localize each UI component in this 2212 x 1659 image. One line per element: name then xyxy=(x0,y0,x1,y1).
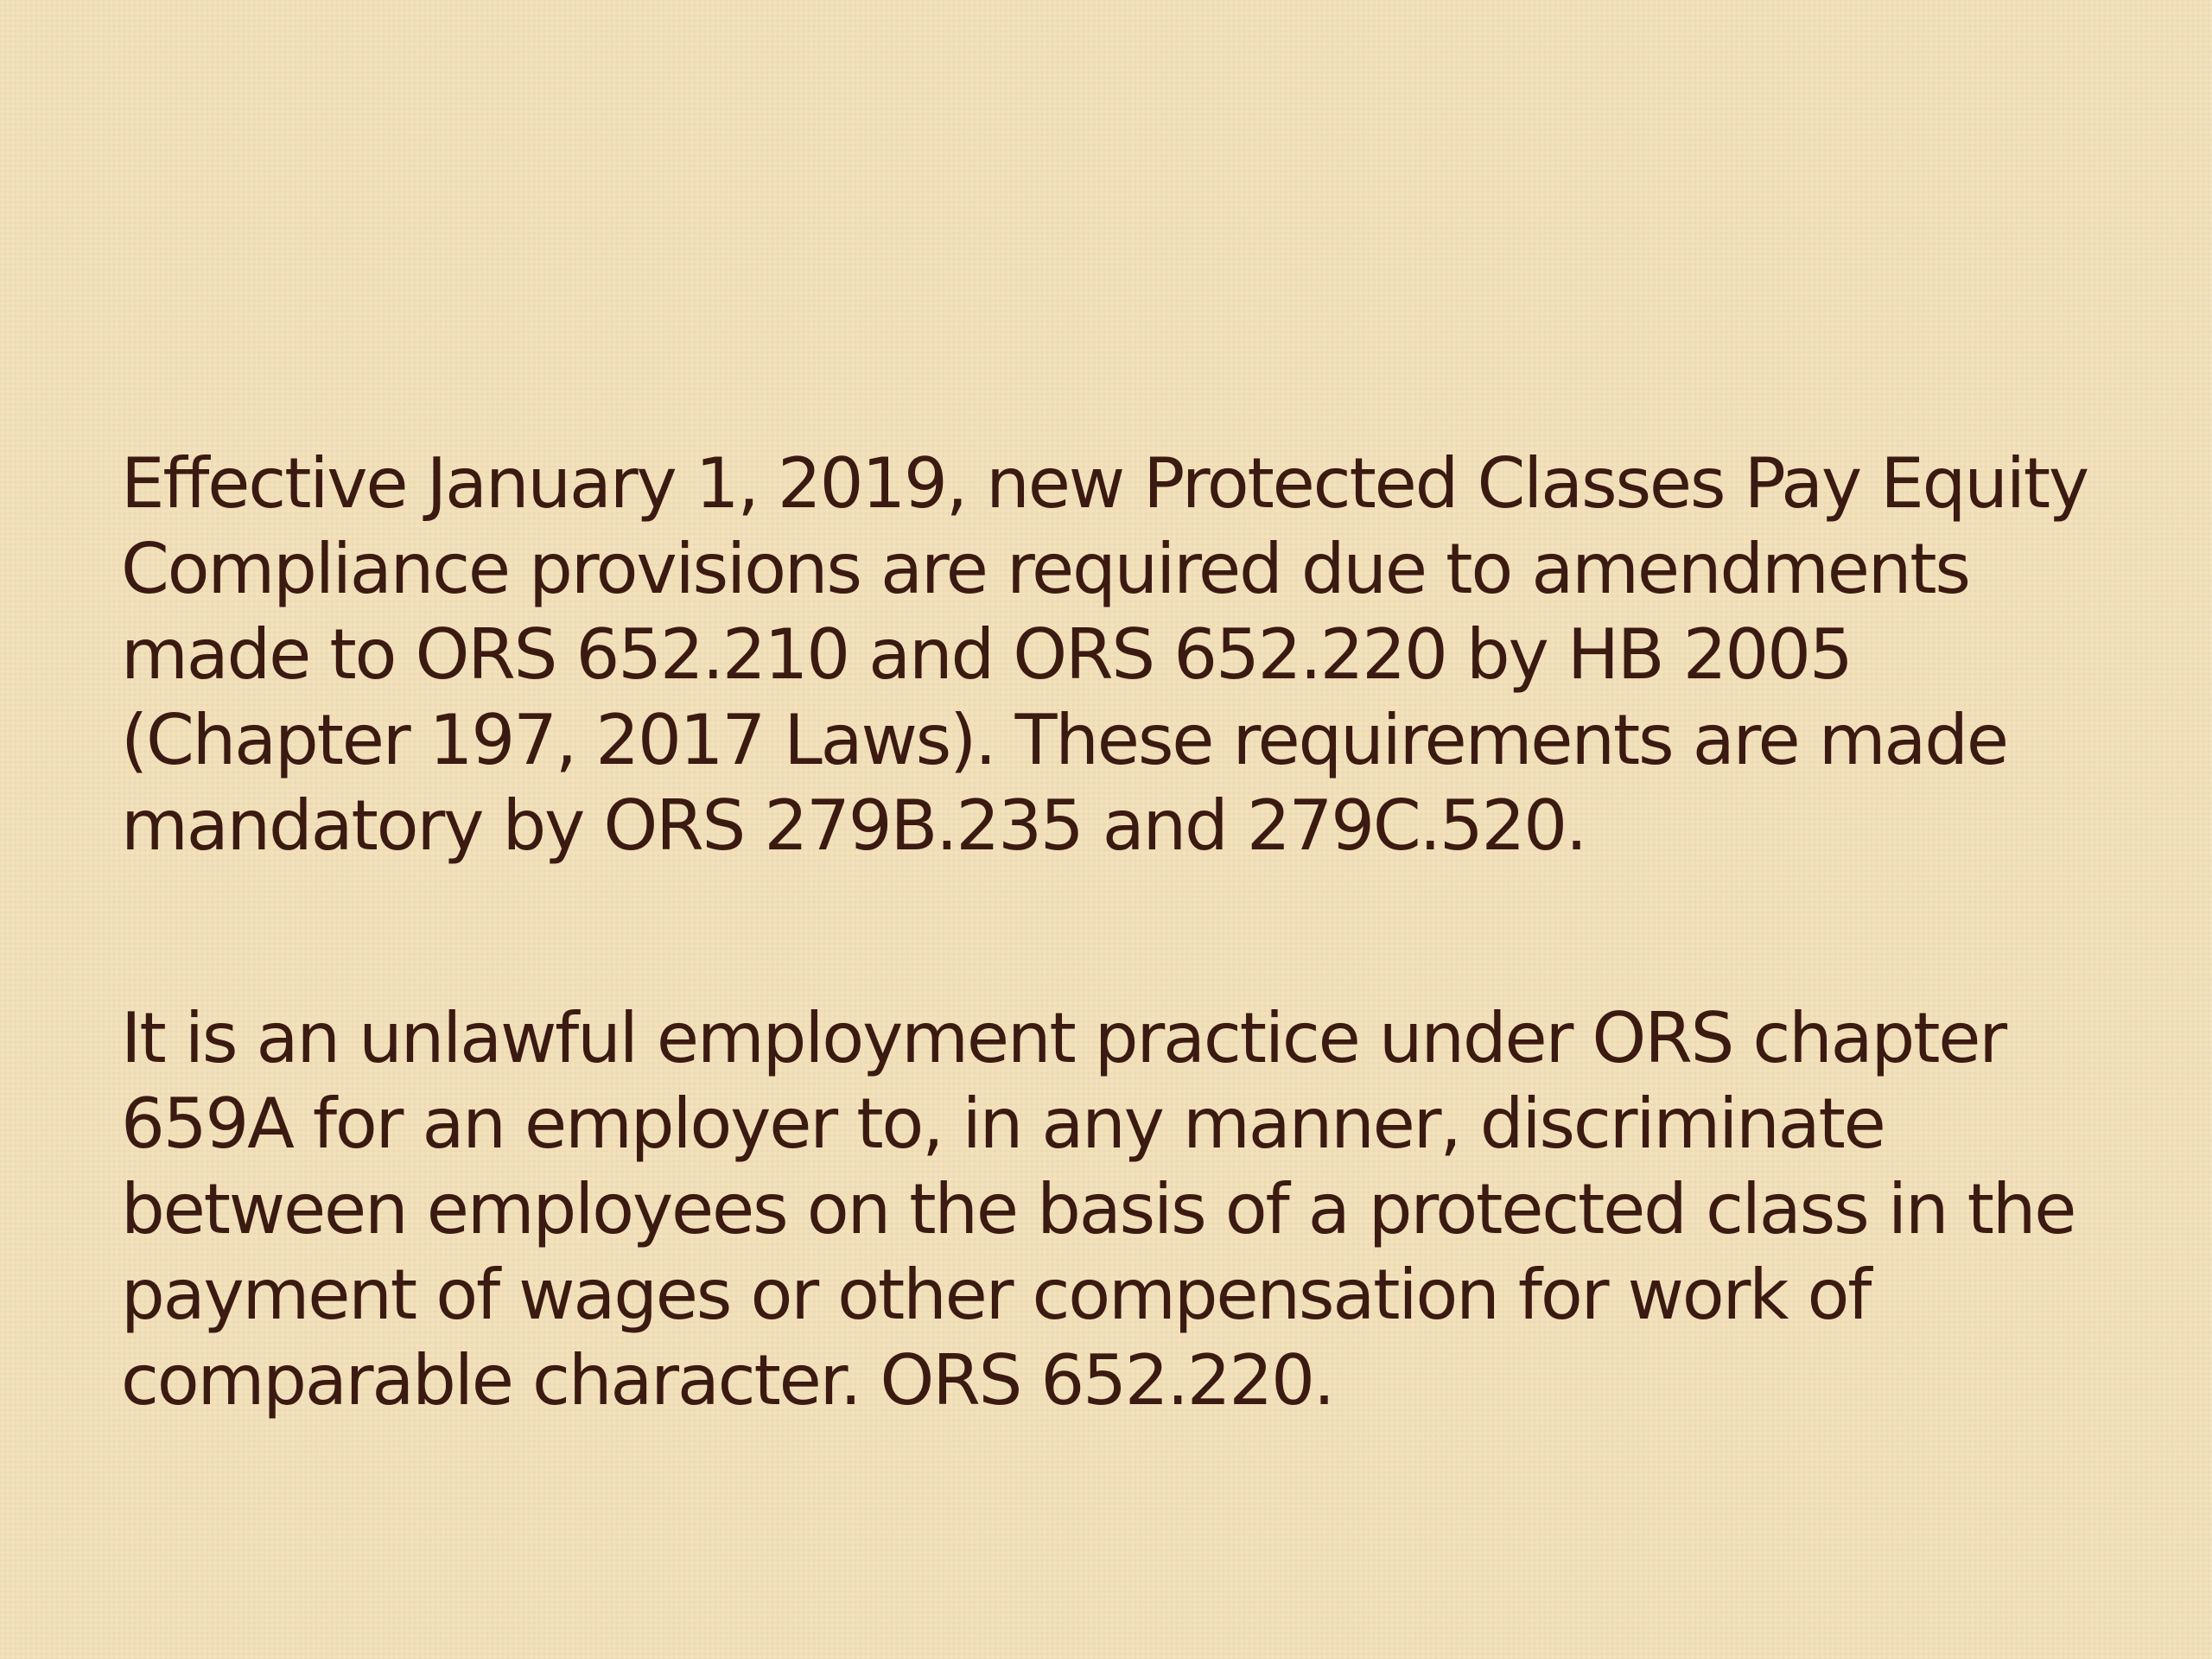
paragraph-line: (Chapter 197, 2017 Laws). These requirements are made xyxy=(121,700,2007,780)
paragraph-line: Effective January 1, 2019, new Protected Classes Pay Equity xyxy=(121,443,2088,524)
slide-body xyxy=(121,441,2108,1423)
paragraph-effective-date xyxy=(121,441,2108,868)
paragraph-line: Compliance provisions are required due to amendments xyxy=(121,529,1969,609)
paragraph-line: payment of wages or other compensation for work of xyxy=(121,1255,1871,1335)
paragraph-line: comparable character. ORS 652.220. xyxy=(121,1340,1334,1421)
paragraph-unlawful-practice xyxy=(121,995,2108,1423)
paragraph-line: 659A for an employer to, in any manner, discriminate xyxy=(121,1084,1885,1164)
paragraph-line: made to ORS 652.210 and ORS 652.220 by HB 2005 xyxy=(121,614,1852,695)
paragraph-line: between employees on the basis of a protected class in the xyxy=(121,1169,2075,1249)
paragraph-line: mandatory by ORS 279B.235 and 279C.520. xyxy=(121,785,1586,866)
paragraph-line: It is an unlawful employment practice under ORS chapter xyxy=(121,998,2005,1078)
